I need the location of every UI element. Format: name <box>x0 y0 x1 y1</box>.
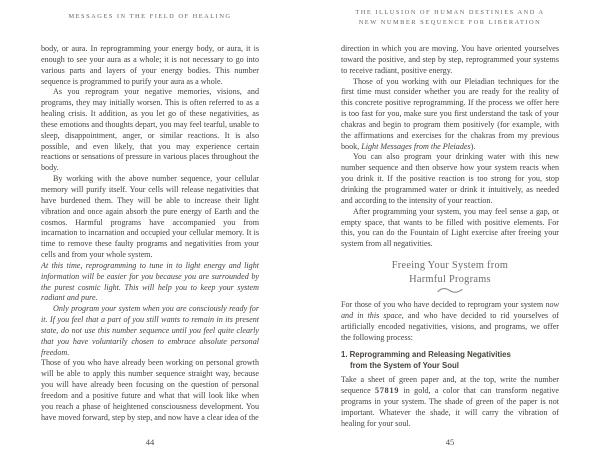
page-right-body <box>341 44 559 430</box>
page-right <box>300 0 600 464</box>
paragraph <box>341 300 559 343</box>
section-heading-line: Freeing Your System from <box>391 260 509 272</box>
paragraph-italic: At this time, reprogramming to tune in to light energy and light information will be easier for you because you are surrounded by the purest cosmic light. This will help you to keep your system radiant and pure. <box>41 260 259 303</box>
paragraph: Those of you who have already been working on personal growth will be able to apply this number sequence straight way, because you will have already been focusing on the question of personal freedom and a positive future and what that will look like when you reach a phase of heightened consciousness development. You have moved forward, step by step, and now have a clear idea of the <box>41 358 259 422</box>
paragraph-text: Those of you working with our Pleiadian techniques for the first time must consider whether you are ready for the reality of this concrete positive reprogramming. If the process we offer here is too fast for you, make sure you first understand the task of your chakras and begin to program them positively (for example, with the affirmations and exercises for the chakras from my previous book, <box>341 76 559 151</box>
paragraph-text: ). <box>470 141 476 151</box>
paragraph-text: , and who have decided to rid yourselves of artificially encoded negativities, visions, and programs, we offer the following process: <box>341 310 559 342</box>
section-heading <box>341 259 559 286</box>
paragraph-italic: Only program your system when you are consciously ready for it. If you feel that a part of you still wants to remain in its present state, do not use this number sequence until you feel quite clearly that you have voluntarily chosen to embrace absolute personal freedom. <box>41 304 259 357</box>
page-left-body <box>41 44 259 424</box>
paragraph: You can also program your drinking water with this new number sequence and then observe how your system reacts when you drink it. If the positive reaction is too strong for you, stop drinking the programmed water or drink it intuitively, as needed and according to the intensity of your reaction. <box>341 152 559 205</box>
paragraph: After programming your system, you may feel sense a gap, or empty space, that wants to be filled with positive elements. For this, you can do the Fountain of Light exercise after freeing your system from all negativities. <box>341 206 559 249</box>
number-sequence: 57819 <box>374 386 400 396</box>
paragraph <box>341 375 559 429</box>
book-title: Light Messages from the Pleiades <box>361 141 471 151</box>
running-header-line: NEW NUMBER SEQUENCE FOR LIBERATION <box>358 18 542 26</box>
running-header-left: MESSAGES IN THE FIELD OF HEALING <box>68 13 232 20</box>
subheading-line: 1. Reprogramming and Releasing Negativities <box>341 350 511 360</box>
tilde-ornament-icon <box>341 287 559 295</box>
section-heading-line: Harmful Programs <box>409 273 491 285</box>
running-header-line: THE ILLUSION OF HUMAN DESTINIES AND A <box>355 9 545 16</box>
paragraph-text: Take a sheet of green paper and, at the top, write the number sequence <box>341 375 559 396</box>
page-number-right: 45 <box>445 437 455 447</box>
subheading-line: from the System of Your Soul <box>350 360 459 370</box>
running-header-right <box>324 8 576 27</box>
paragraph <box>341 77 559 153</box>
paragraph-text: For those of you who have decided to reprogram your system <box>341 300 546 310</box>
page-number-left: 44 <box>145 437 155 447</box>
paragraph: By working with the above number sequence, your cellular memory will purify itself. Your cells will release negativities that have burdened them. They will be able to increase their light vibration and once again absorb the pure energy of Earth and the cosmos. Harmful programs have accompanied you from incarnation to incarnation and occupied your cellular memory. It is time to remove these faulty programs and negativities from your cells and from your whole system. <box>41 174 259 260</box>
paragraph: As you reprogram your negative memories, visions, and programs, they may initially worsen. This is often referred to as a healing crisis. It addition, as you let go of these negativities, as these emotions and thoughts depart, you may feel tearful, unable to sleep, disappointment, anger, or similar reactions. It is also possible, and even likely, that you may experience certain reactions or sensations of pressure in various places throughout the body. <box>41 87 259 173</box>
paragraph: body, or aura. In reprogramming your energy body, or aura, it is enough to see your aura as a whole; it is not necessary to go into various parts and layers of your energy bodies. This number sequence is programmed to purify your aura as a whole. <box>41 44 259 86</box>
italic-phrase: now and in this space <box>341 300 559 320</box>
paragraph: direction in which you are moving. You have oriented yourselves toward the positive, and step by step, reprogrammed your systems to receive radiant, positive energy. <box>341 44 559 75</box>
paragraph-text: in gold, a color that can transform negative programs in your system. The shade of green of the paper is not important. Whatever the shade, it will carry the vibration of healing for your soul. <box>341 386 559 428</box>
numbered-subheading <box>341 350 559 371</box>
